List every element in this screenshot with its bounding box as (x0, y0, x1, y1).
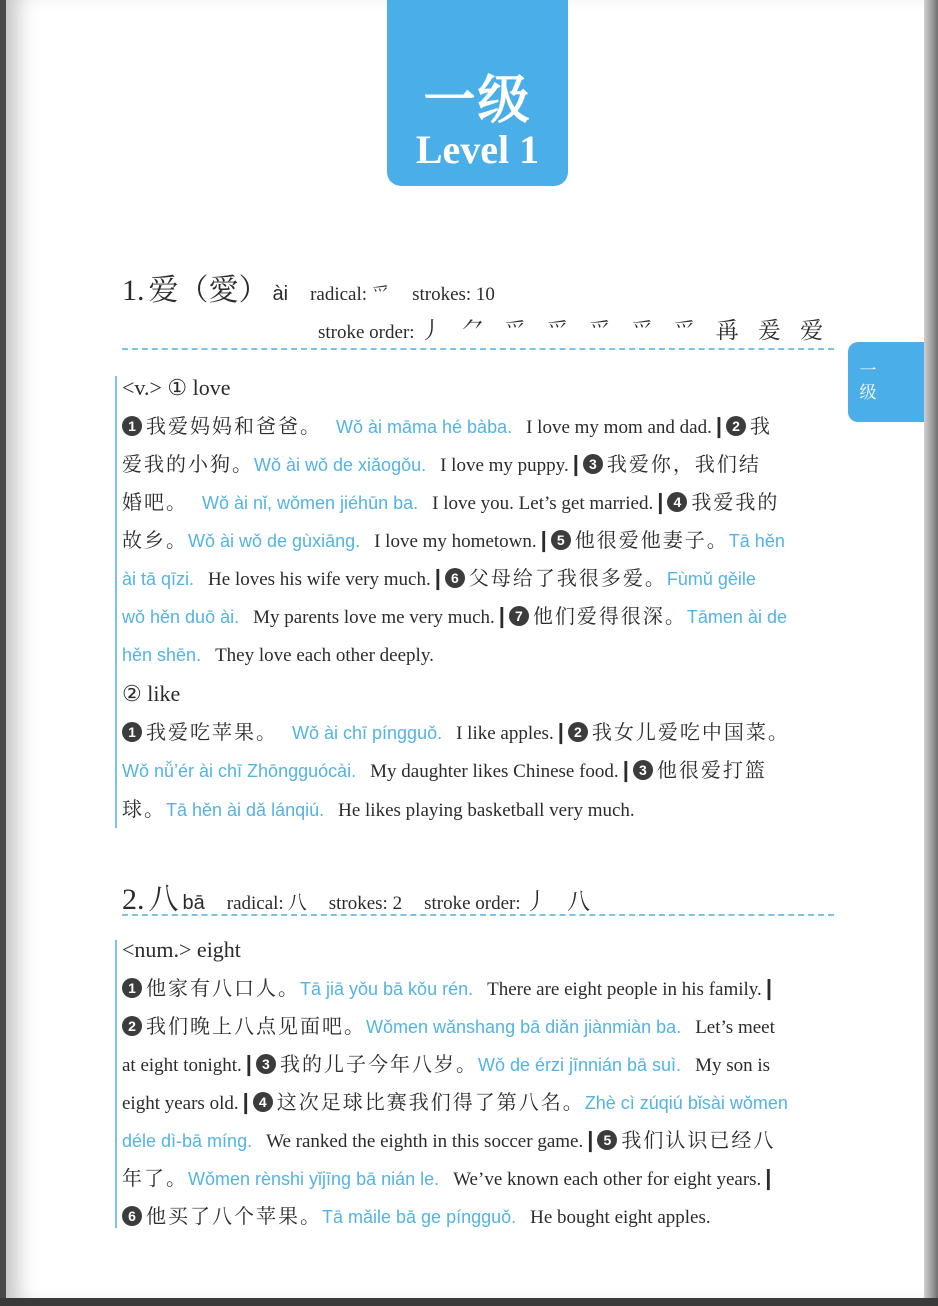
separator-bar: | (657, 489, 664, 514)
example-chinese: 我爱妈妈和爸爸。 (146, 414, 322, 438)
entry-pinyin: bā (182, 892, 205, 914)
stroke-order-glyphs: 丿 八 (524, 889, 596, 915)
example-english: eight years old. (122, 1093, 239, 1114)
example-english: He likes playing basketball very much. (338, 800, 635, 821)
example-number-badge: 2 (568, 722, 588, 742)
example-pinyin: déle dì-bā míng. (122, 1131, 253, 1151)
example-line (122, 718, 834, 748)
entry-2-header (122, 874, 596, 918)
example-english: He bought eight apples. (530, 1207, 711, 1228)
entry-1-stroke-order (318, 312, 829, 345)
example-english: My son is (695, 1055, 771, 1076)
example-chinese: 我们晚上八点见面吧。 (146, 1014, 366, 1038)
example-number-badge: 4 (253, 1092, 273, 1112)
entry-1-sidebar (115, 376, 117, 828)
example-number-badge: 3 (583, 454, 603, 474)
strokes-count: strokes: 2 (328, 893, 403, 914)
example-pinyin: Fùmǔ gěile (666, 569, 756, 589)
example-chinese: 他很爱他妻子。 (574, 528, 729, 552)
example-chinese: 我爱吃苹果。 (146, 720, 278, 744)
radical-value: 八 (287, 893, 307, 914)
strokes-count: strokes: 10 (412, 284, 495, 305)
example-english: I like apples. (456, 723, 554, 744)
example-english: I love my hometown. (374, 531, 537, 552)
stroke-order-label: stroke order: (424, 893, 521, 914)
separator-bar: | (242, 1089, 249, 1114)
separator-bar: | (715, 413, 722, 438)
separator-bar: | (572, 451, 579, 476)
example-number-badge: 5 (597, 1130, 617, 1150)
entry-2-divider (122, 914, 834, 916)
example-pinyin: ài tā qīzi. (122, 569, 195, 589)
entry-number: 2. (122, 883, 145, 916)
example-chinese: 我爱你，我们结 (606, 452, 761, 476)
entry-pinyin: ài (272, 283, 289, 305)
example-pinyin: Tā mǎile bā ge píngguǒ. (322, 1207, 517, 1227)
separator-bar: | (557, 719, 564, 744)
example-number-badge: 7 (509, 606, 529, 626)
example-line (122, 1202, 834, 1232)
example-pinyin: Tā hěn (728, 531, 785, 551)
example-pinyin: Wǒ de érzi jīnnián bā suì. (477, 1055, 682, 1075)
example-chinese: 我 (750, 414, 772, 438)
example-pinyin: Zhè cì zúqiú bǐsài wǒmen (584, 1093, 788, 1113)
example-number-badge: 2 (726, 416, 746, 436)
example-number-badge: 5 (551, 530, 571, 550)
example-line (122, 1164, 834, 1194)
example-line (122, 602, 834, 632)
example-english: I love my puppy. (440, 455, 569, 476)
example-chinese: 他买了八个苹果。 (146, 1204, 322, 1228)
level-title-cn: 一级 (423, 71, 532, 131)
example-number-badge: 3 (633, 760, 653, 780)
example-pinyin: Tā jiā yǒu bā kǒu rén. (300, 979, 474, 999)
stroke-order-label: stroke order: (318, 322, 415, 343)
example-chinese: 他很爱打篮 (656, 758, 767, 782)
example-line (122, 488, 834, 518)
radical-label: radical: (226, 893, 284, 914)
example-chinese: 他们爱得很深。 (532, 604, 687, 628)
book-page (6, 0, 924, 1298)
example-english: My daughter likes Chinese food. (370, 761, 619, 782)
example-number-badge: 3 (256, 1054, 276, 1074)
example-number-badge: 2 (122, 1016, 142, 1036)
example-chinese: 故乡。 (122, 528, 188, 552)
example-number-badge: 1 (122, 722, 142, 742)
example-line (122, 1088, 834, 1118)
example-pinyin: Wǒ ài māma hé bàba. (336, 417, 513, 437)
example-chinese: 这次足球比赛我们得了第八名。 (276, 1090, 585, 1114)
radical-label: radical: (310, 284, 368, 305)
sense-heading: <v.> ① love (122, 375, 231, 400)
example-pinyin: Wǒ ài wǒ de gùxiāng. (188, 531, 361, 551)
sense-heading: <num.> eight (122, 937, 241, 962)
example-english: at eight tonight. (122, 1055, 242, 1076)
example-chinese: 父母给了我很多爱。 (468, 566, 667, 590)
example-english: He loves his wife very much. (208, 569, 431, 590)
example-line (122, 412, 834, 442)
entry-number: 1. (122, 274, 145, 307)
example-pinyin: Tāmen ài de (686, 607, 787, 627)
page-edge-right (924, 0, 938, 1306)
example-number-badge: 6 (445, 568, 465, 588)
sense-heading: ② like (122, 681, 181, 706)
entry-character: 爱（愛） (148, 273, 269, 308)
side-level-tab (848, 342, 928, 422)
example-line (122, 795, 834, 825)
example-number-badge: 1 (122, 416, 142, 436)
example-chinese: 爱我的小狗。 (122, 452, 254, 476)
example-line (122, 974, 834, 1004)
example-chinese: 我们认识已经八 (621, 1128, 776, 1152)
example-english: Let’s meet (695, 1017, 775, 1038)
example-english: My parents love me very much. (253, 607, 495, 628)
example-chinese: 婚吧。 (122, 490, 188, 514)
separator-bar: | (587, 1127, 594, 1152)
example-english: They love each other deeply. (215, 645, 434, 666)
example-line (122, 564, 834, 594)
side-tab-label: 一级 (859, 361, 877, 403)
example-pinyin: hěn shēn. (122, 645, 202, 665)
example-pinyin: Wǒ ài wǒ de xiǎogǒu. (254, 455, 427, 475)
separator-bar: | (498, 603, 505, 628)
example-line (122, 641, 834, 670)
stroke-order-glyphs: 丿 ⺈ 爫 爫 爫 爫 爫 爯 爰 爱 (419, 318, 830, 344)
example-chinese: 球。 (122, 797, 166, 821)
example-line (122, 526, 834, 556)
example-pinyin: Wǒmen wǎnshang bā diǎn jiànmiàn ba. (366, 1017, 682, 1037)
example-pinyin: Wǒ nǚ’ér ài chī Zhōngguócài. (122, 761, 357, 781)
separator-bar: | (765, 975, 772, 1000)
example-line (122, 756, 834, 786)
example-english: We’ve known each other for eight years. (453, 1169, 762, 1190)
level-title-en: Level 1 (415, 127, 540, 172)
example-line (122, 450, 834, 480)
separator-bar: | (245, 1051, 252, 1076)
entry-1-divider (122, 348, 834, 350)
example-chinese: 我爱我的 (691, 490, 780, 514)
example-line (122, 1126, 834, 1156)
example-english: We ranked the eighth in this soccer game. (266, 1131, 584, 1152)
separator-bar: | (622, 757, 629, 782)
entry-1-header (122, 265, 495, 309)
example-chinese: 年了。 (122, 1166, 188, 1190)
example-chinese: 他家有八口人。 (146, 976, 300, 1000)
example-number-badge: 1 (122, 978, 142, 998)
example-pinyin: Tā hěn ài dǎ lánqiú. (166, 800, 325, 820)
level-banner (387, 0, 568, 186)
entry-2-sidebar (115, 940, 117, 1228)
example-english: There are eight people in his family. (487, 979, 762, 1000)
example-chinese: 我女儿爱吃中国菜。 (591, 720, 790, 744)
separator-bar: | (540, 527, 547, 552)
separator-bar: | (765, 1165, 772, 1190)
example-chinese: 我的儿子今年八岁。 (279, 1052, 478, 1076)
example-pinyin: wǒ hěn duō ài. (122, 607, 240, 627)
example-english: I love my mom and dad. (526, 417, 712, 438)
radical-value: 爫 (371, 284, 391, 305)
example-pinyin: Wǒ ài chī píngguǒ. (292, 723, 443, 743)
example-english: I love you. Let’s get married. (432, 493, 654, 514)
example-number-badge: 4 (667, 492, 687, 512)
example-line (122, 1012, 834, 1042)
page-edge-bottom (0, 1298, 938, 1306)
example-pinyin: Wǒmen rènshi yǐjīng bā nián le. (188, 1169, 440, 1189)
example-pinyin: Wǒ ài nǐ, wǒmen jiéhūn ba. (202, 493, 419, 513)
separator-bar: | (434, 565, 441, 590)
example-line (122, 1050, 834, 1080)
entry-character: 八 (148, 882, 179, 917)
example-number-badge: 6 (122, 1206, 142, 1226)
